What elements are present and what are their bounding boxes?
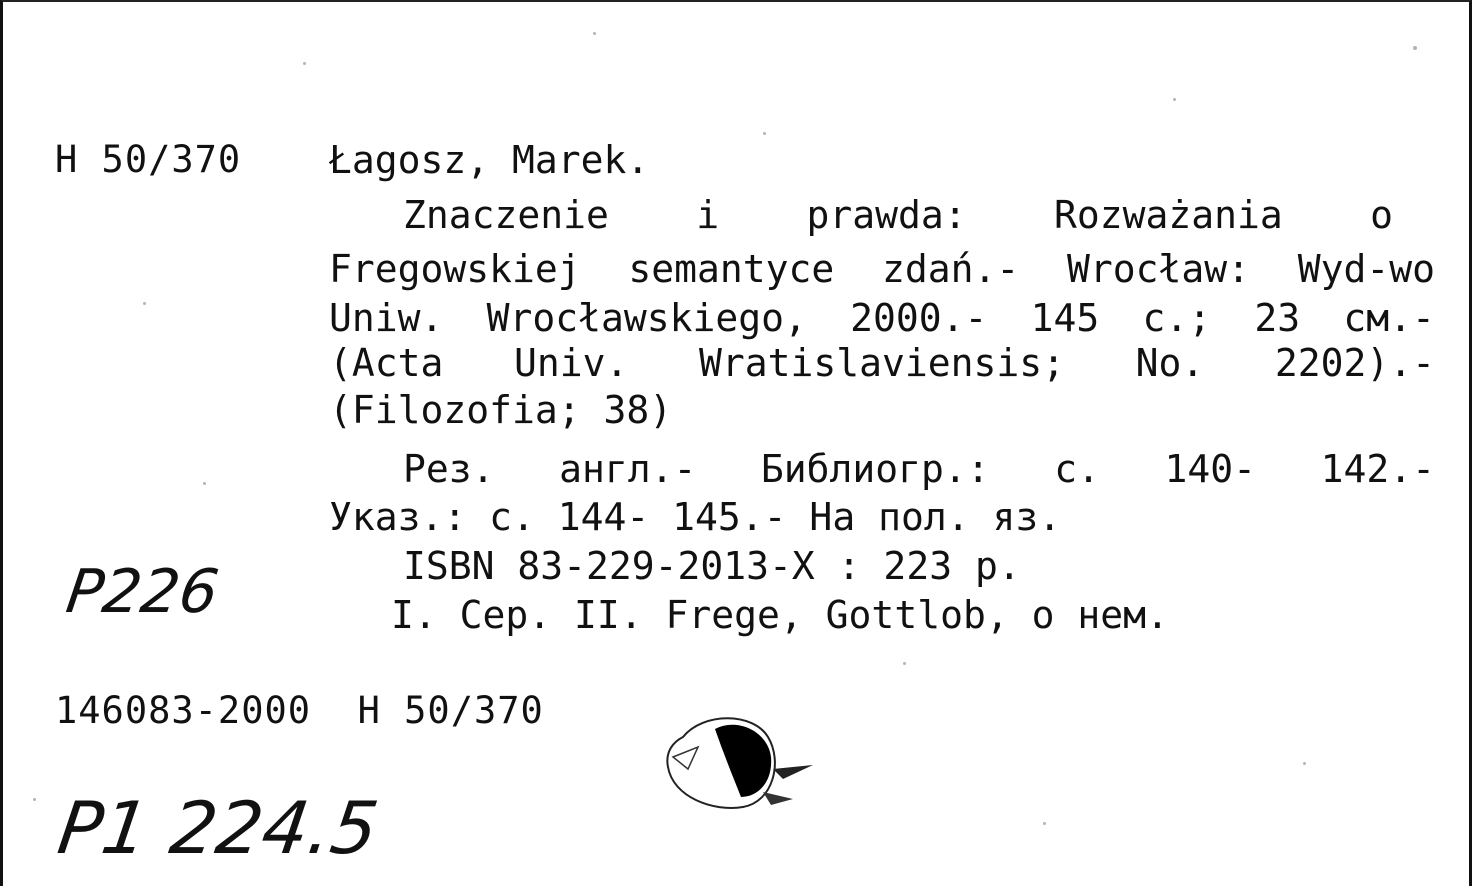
title-line-4 (329, 341, 1435, 385)
speck (1303, 762, 1306, 765)
title_lines-word: i (696, 193, 720, 237)
title_lines-word: semantyce (628, 247, 835, 291)
speck (33, 798, 36, 801)
title_lines-word: Znaczenie (403, 193, 609, 237)
title_lines-word: (Acta (329, 341, 444, 385)
title_lines-word: см.- (1343, 296, 1435, 340)
notes-line-1 (403, 447, 1435, 491)
notes_lines-word: англ.- (559, 447, 697, 491)
title_lines-word: 145 (1030, 296, 1100, 340)
title_lines-word: Uniw. (329, 296, 444, 340)
title_lines-word: o (1370, 193, 1393, 237)
title_lines-word: 2000.- (850, 296, 988, 340)
title_lines-word: Wyd-wo (1297, 247, 1435, 291)
title_lines-word: Rozważania (1053, 193, 1283, 237)
handwritten-number: P1 224.5 (53, 786, 384, 870)
speck (1173, 98, 1176, 101)
title-line-2 (329, 247, 1435, 291)
punch-hole-mark (653, 707, 823, 827)
speck (593, 32, 596, 35)
title_lines-word: prawda: (806, 193, 967, 237)
title_lines-word: 23 (1254, 296, 1301, 340)
speck (203, 482, 206, 485)
tracings-line: I. Сер. II. Frege, Gottlob, о нем. (391, 593, 1169, 637)
isbn-line: ISBN 83-229-2013-X : 223 р. (403, 544, 1021, 588)
title_lines-word: No. (1135, 341, 1205, 385)
notes-line-2: Указ.: с. 144- 145.- На пол. яз. (329, 495, 1062, 539)
notes_lines-word: Библиогр.: (760, 447, 990, 491)
speck (143, 302, 146, 305)
title_lines-word: с.; (1142, 296, 1212, 340)
handwritten-shelf-mark: P226 (62, 557, 223, 627)
title_lines-word: Wrocławskiego, (486, 296, 807, 340)
notes_lines-word: 140- (1164, 447, 1257, 491)
title_lines-word: Fregowskiej (329, 247, 581, 291)
title_lines-word: zdań.- (881, 247, 1020, 291)
title_lines-word: Wratislaviensis; (698, 341, 1066, 385)
speck (303, 62, 306, 65)
title_lines-word: Wrocław: (1066, 247, 1250, 291)
notes_lines-word: 142.- (1320, 447, 1435, 491)
speck (1413, 46, 1417, 50)
notes_lines-word: Рез. (403, 447, 495, 491)
inventory-line: 146083-2000 H 50/370 (55, 689, 544, 732)
title_lines-word: Univ. (513, 341, 629, 385)
speck (1043, 822, 1046, 825)
title-line-1 (403, 193, 1393, 237)
series-line: (Filozofia; 38) (329, 388, 673, 432)
author-heading: Łagosz, Marek. (329, 138, 650, 182)
title-line-3 (329, 296, 1435, 340)
speck (903, 662, 906, 665)
speck (763, 132, 766, 135)
notes_lines-word: с. (1054, 447, 1100, 491)
title_lines-word: 2202).- (1274, 341, 1435, 385)
call-number: H 50/370 (55, 138, 242, 181)
